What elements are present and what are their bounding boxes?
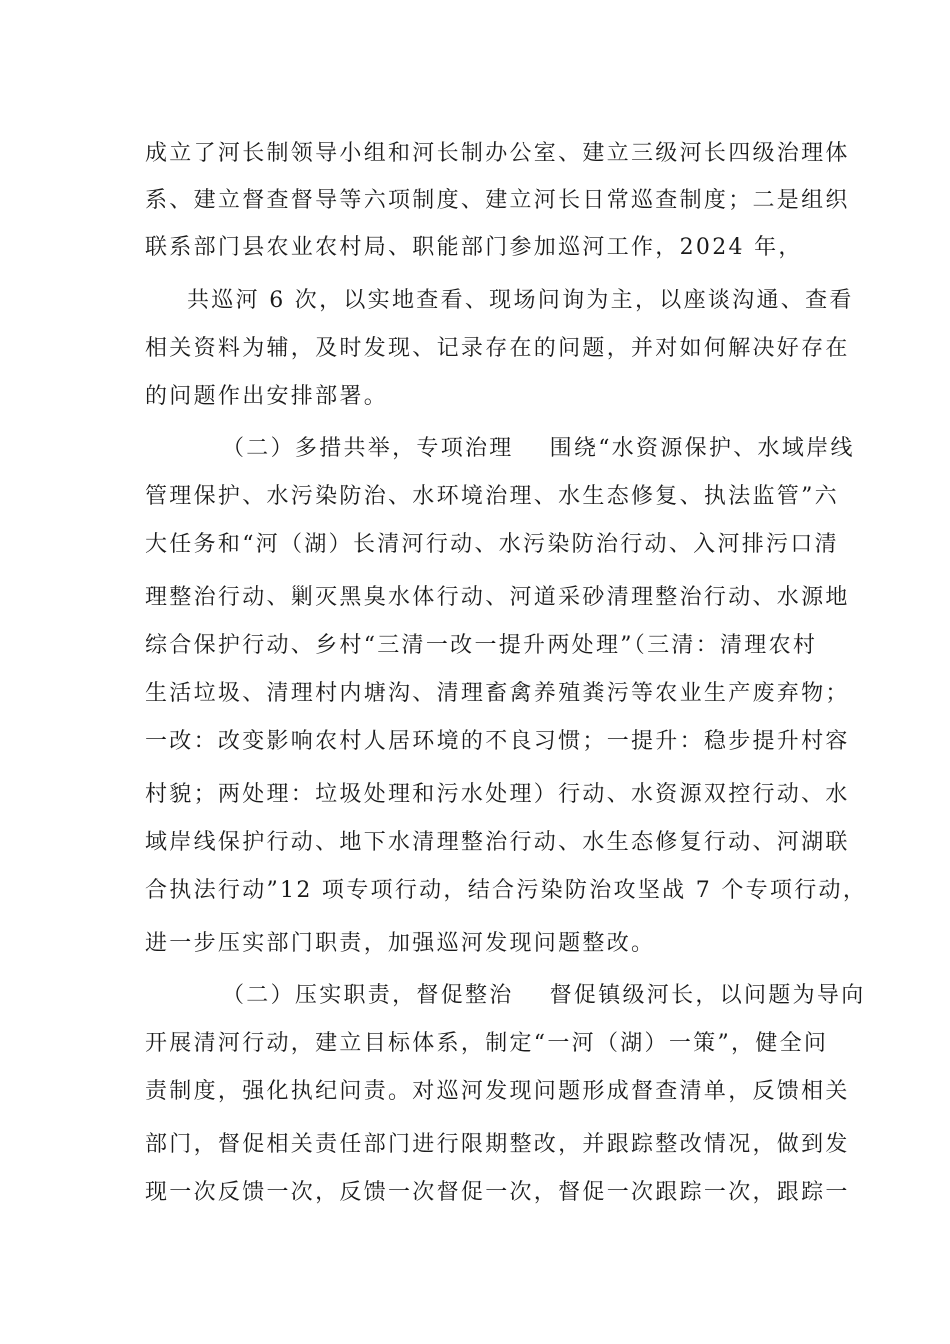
text-line: 联系部门县农业农村局、职能部门参加巡河工作，2024 年， <box>145 235 803 260</box>
text-line: 综合保护行动、乡村“三清一改一提升两处理”（三清：清理农村 <box>145 633 818 658</box>
section-heading-line <box>222 981 866 1011</box>
text-line: 系、建立督查督导等六项制度、建立河长日常巡查制度；二是组织 <box>145 188 850 213</box>
text-line: 开展清河行动，建立目标体系，制定“一河（湖）一策”，健全问 <box>145 1031 829 1056</box>
text-line: 理整治行动、剿灭黑臭水体行动、河道采砂清理整治行动、水源地 <box>145 585 850 610</box>
text-line: 域岸线保护行动、地下水清理整治行动、水生态修复行动、河湖联 <box>145 830 850 855</box>
text-line: 共巡河 6 次，以实地查看、现场问询为主，以座谈沟通、查看 <box>187 288 854 313</box>
text-line: 责制度，强化执纪问责。对巡河发现问题形成督查清单，反馈相关 <box>145 1079 850 1104</box>
text-line: 合执法行动”12 项专项行动，结合污染防治攻坚战 7 个专项行动， <box>145 878 868 903</box>
text-line: 督促镇级河长，以问题为导向 <box>549 983 866 1008</box>
text-line: 围绕“水资源保护、水域岸线 <box>549 436 855 461</box>
text-line: 相关资料为辅，及时发现、记录存在的问题，并对如何解决好存在 <box>145 336 850 361</box>
section-heading-line <box>222 434 855 464</box>
text-line: 进一步压实部门职责，加强巡河发现问题整改。 <box>145 931 656 956</box>
text-line: 成立了河长制领导小组和河长制办公室、建立三级河长四级治理体 <box>145 141 850 166</box>
text-line: 生活垃圾、清理村内塘沟、清理畜禽养殖粪污等农业生产废弃物； <box>145 681 850 706</box>
text-line: 一改：改变影响农村人居环境的不良习惯；一提升：稳步提升村容 <box>145 729 850 754</box>
section-heading: （二）多措共举，专项治理 <box>222 436 514 461</box>
text-line: 部门，督促相关责任部门进行限期整改，并跟踪整改情况，做到发 <box>145 1132 850 1157</box>
text-line: 大任务和“河（湖）长清河行动、水污染防治行动、入河排污口清 <box>145 532 839 557</box>
text-line: 村貌；两处理：垃圾处理和污水处理）行动、水资源双控行动、水 <box>145 782 850 807</box>
text-line: 的问题作出安排部署。 <box>145 384 389 409</box>
section-heading: （二）压实职责，督促整治 <box>222 983 514 1008</box>
text-line: 现一次反馈一次，反馈一次督促一次，督促一次跟踪一次，跟踪一 <box>145 1180 850 1205</box>
text-line: 管理保护、水污染防治、水环境治理、水生态修复、执法监管”六 <box>145 484 839 509</box>
